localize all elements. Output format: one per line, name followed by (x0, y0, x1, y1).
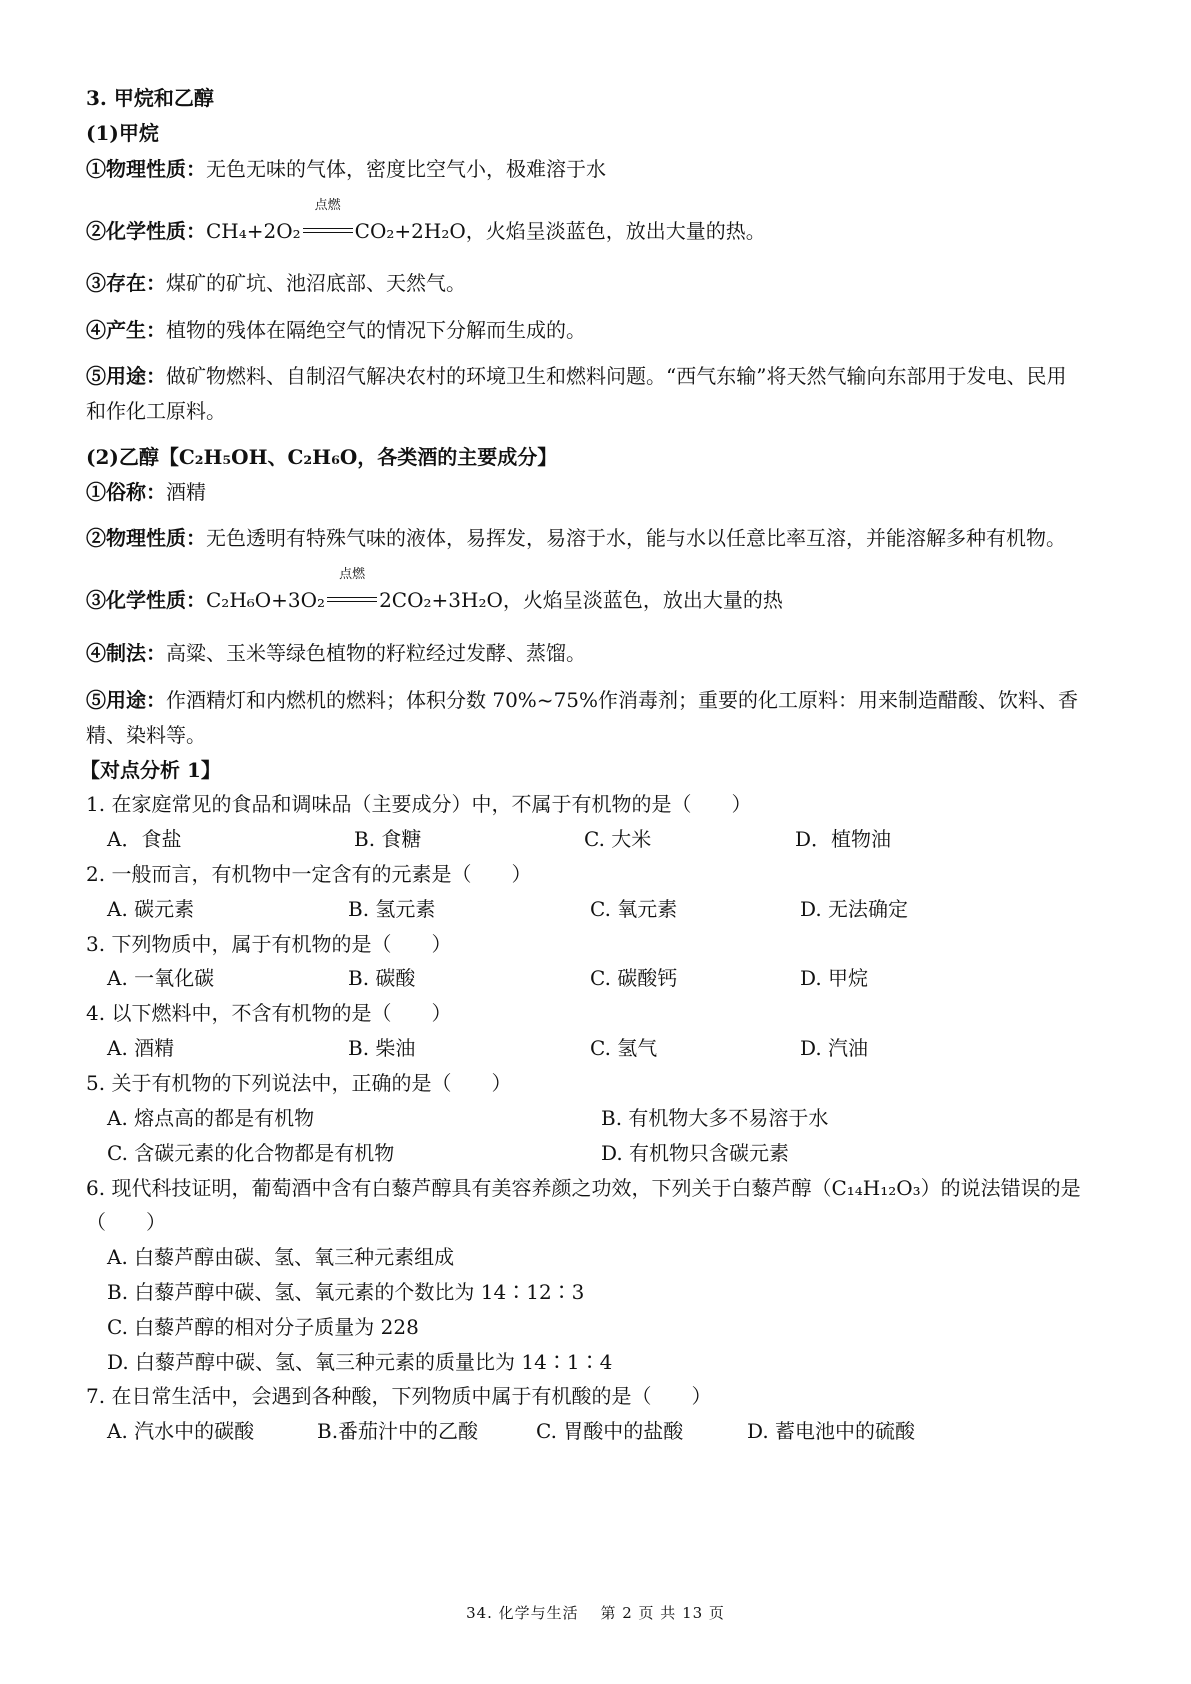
question-3-stem: 3. 下列物质中，属于有机物的是（ ） (86, 932, 452, 956)
methane-eq-left: CH₄+2O₂ (206, 219, 301, 243)
question-4-stem: 4. 以下燃料中，不含有机物的是（ ） (86, 1001, 452, 1025)
question-2-option-c: C. 氧元素 (590, 897, 678, 921)
reaction-condition-arrow (301, 198, 355, 243)
question-3-option-b: B. 碳酸 (348, 966, 416, 990)
question-2-option-d: D. 无法确定 (800, 897, 909, 921)
methane-exist-text: 煤矿的矿坑、池沼底部、天然气。 (166, 271, 466, 295)
methane-exist-label: ③存在： (86, 271, 166, 295)
question-3-option-a: A. 一氧化碳 (107, 966, 215, 990)
ethanol-make-text: 高粱、玉米等绿色植物的籽粒经过发酵、蒸馏。 (166, 641, 586, 665)
question-1-stem: 1. 在家庭常见的食品和调味品（主要成分）中，不属于有机物的是（ ） (86, 792, 752, 816)
reaction-condition-arrow (325, 567, 379, 612)
ethanol-physical (86, 526, 1066, 550)
ethanol-alias-text: 酒精 (166, 480, 206, 504)
question-2-stem: 2. 一般而言，有机物中一定含有的元素是（ ） (86, 862, 532, 886)
ethanol-physical-text: 无色透明有特殊气味的液体，易挥发，易溶于水，能与水以任意比率互溶，并能溶解多种有机物。 (206, 526, 1066, 550)
question-5-stem: 5. 关于有机物的下列说法中，正确的是（ ） (86, 1071, 512, 1095)
ethanol-alias-label: ①俗称： (86, 480, 166, 504)
question-1-option-c: C. 大米 (584, 827, 652, 851)
ethanol-physical-label: ②物理性质： (86, 526, 206, 550)
question-5-option-d: D. 有机物只含碳元素 (601, 1141, 790, 1165)
question-7-stem: 7. 在日常生活中，会遇到各种酸，下列物质中属于有机酸的是（ ） (86, 1384, 712, 1408)
reaction-condition: 点燃 (339, 567, 366, 582)
methane-eq-right: CO₂+2H₂O，火焰呈淡蓝色，放出大量的热。 (354, 219, 766, 243)
question-6-option-c: C. 白藜芦醇的相对分子质量为 228 (107, 1315, 419, 1339)
question-5-option-a: A. 熔点高的都是有机物 (107, 1106, 315, 1130)
methane-physical (86, 157, 606, 181)
question-4-option-d: D. 汽油 (800, 1036, 869, 1060)
methane-chemical (86, 198, 766, 243)
question-4-option-b: B. 柴油 (348, 1036, 416, 1060)
question-7-option-d: D. 蓄电池中的硫酸 (747, 1419, 916, 1443)
methane-heading: (1)甲烷 (86, 121, 159, 145)
question-1-option-d: D．植物油 (795, 827, 892, 851)
ethanol-eq-right: 2CO₂+3H₂O，火焰呈淡蓝色，放出大量的热 (379, 588, 783, 612)
question-4-option-c: C. 氢气 (590, 1036, 658, 1060)
question-2-option-a: A. 碳元素 (107, 897, 195, 921)
ethanol-heading: (2)乙醇【C₂H₅OH、C₂H₆O，各类酒的主要成分】 (86, 445, 558, 469)
question-6-stem: 6. 现代科技证明，葡萄酒中含有白藜芦醇具有美容养颜之功效，下列关于白藜芦醇（C₁₄H₁₂O₃）的说法错误的是 (86, 1176, 1081, 1200)
analysis-title: 【对点分析 1】 (80, 758, 221, 782)
methane-use-text-1: 做矿物燃料、自制沼气解决农村的环境卫生和燃料问题。“西气东输”将天然气输向东部用于发电、民用 (166, 364, 1067, 388)
question-4-option-a: A. 酒精 (107, 1036, 175, 1060)
question-6-option-d: D. 白藜芦醇中碳、氢、氧三种元素的质量比为 14∶1∶4 (107, 1350, 613, 1374)
methane-chemical-label: ②化学性质： (86, 219, 206, 243)
question-7-option-b: B.番茄汁中的乙酸 (317, 1419, 479, 1443)
ethanol-use-text-2: 精、染料等。 (86, 723, 206, 747)
question-3-option-d: D. 甲烷 (800, 966, 869, 990)
methane-exist (86, 271, 466, 295)
reaction-condition: 点燃 (314, 198, 341, 213)
methane-use-text-2: 和作化工原料。 (86, 399, 226, 423)
section-title: 3. 甲烷和乙醇 (86, 86, 214, 110)
question-1-option-b: B. 食糖 (354, 827, 422, 851)
ethanol-eq-left: C₂H₆O+3O₂ (206, 588, 326, 612)
methane-produce (86, 318, 586, 342)
ethanol-make (86, 641, 586, 665)
question-6-option-b: B. 白藜芦醇中碳、氢、氧元素的个数比为 14∶12∶3 (107, 1280, 585, 1304)
question-5-option-b: B. 有机物大多不易溶于水 (601, 1106, 829, 1130)
question-2-option-b: B. 氢元素 (348, 897, 436, 921)
question-7-option-c: C. 胃酸中的盐酸 (536, 1419, 684, 1443)
page-footer: 34. 化学与生活 第 2 页 共 13 页 (466, 1604, 725, 1622)
methane-physical-text: 无色无味的气体，密度比空气小，极难溶于水 (206, 157, 606, 181)
methane-use (86, 364, 1066, 388)
question-1-option-a: A．食盐 (107, 827, 182, 851)
methane-produce-label: ④产生： (86, 318, 166, 342)
methane-produce-text: 植物的残体在隔绝空气的情况下分解而生成的。 (166, 318, 586, 342)
methane-physical-label: ①物理性质： (86, 157, 206, 181)
ethanol-use (86, 688, 1078, 712)
ethanol-use-label: ⑤用途： (86, 688, 166, 712)
ethanol-chemical-label: ③化学性质： (86, 588, 206, 612)
ethanol-use-text-1: 作酒精灯和内燃机的燃料；体积分数 70%~75%作消毒剂；重要的化工原料：用来制造醋酸、饮料、香 (166, 688, 1079, 712)
question-7-option-a: A. 汽水中的碳酸 (107, 1419, 255, 1443)
question-3-option-c: C. 碳酸钙 (590, 966, 678, 990)
ethanol-make-label: ④制法： (86, 641, 166, 665)
methane-use-label: ⑤用途： (86, 364, 166, 388)
ethanol-chemical (86, 567, 783, 612)
question-6-stem-2: （ ） (86, 1210, 166, 1234)
question-6-option-a: A. 白藜芦醇由碳、氢、氧三种元素组成 (107, 1245, 455, 1269)
ethanol-alias (86, 480, 206, 504)
question-5-option-c: C. 含碳元素的化合物都是有机物 (107, 1141, 395, 1165)
